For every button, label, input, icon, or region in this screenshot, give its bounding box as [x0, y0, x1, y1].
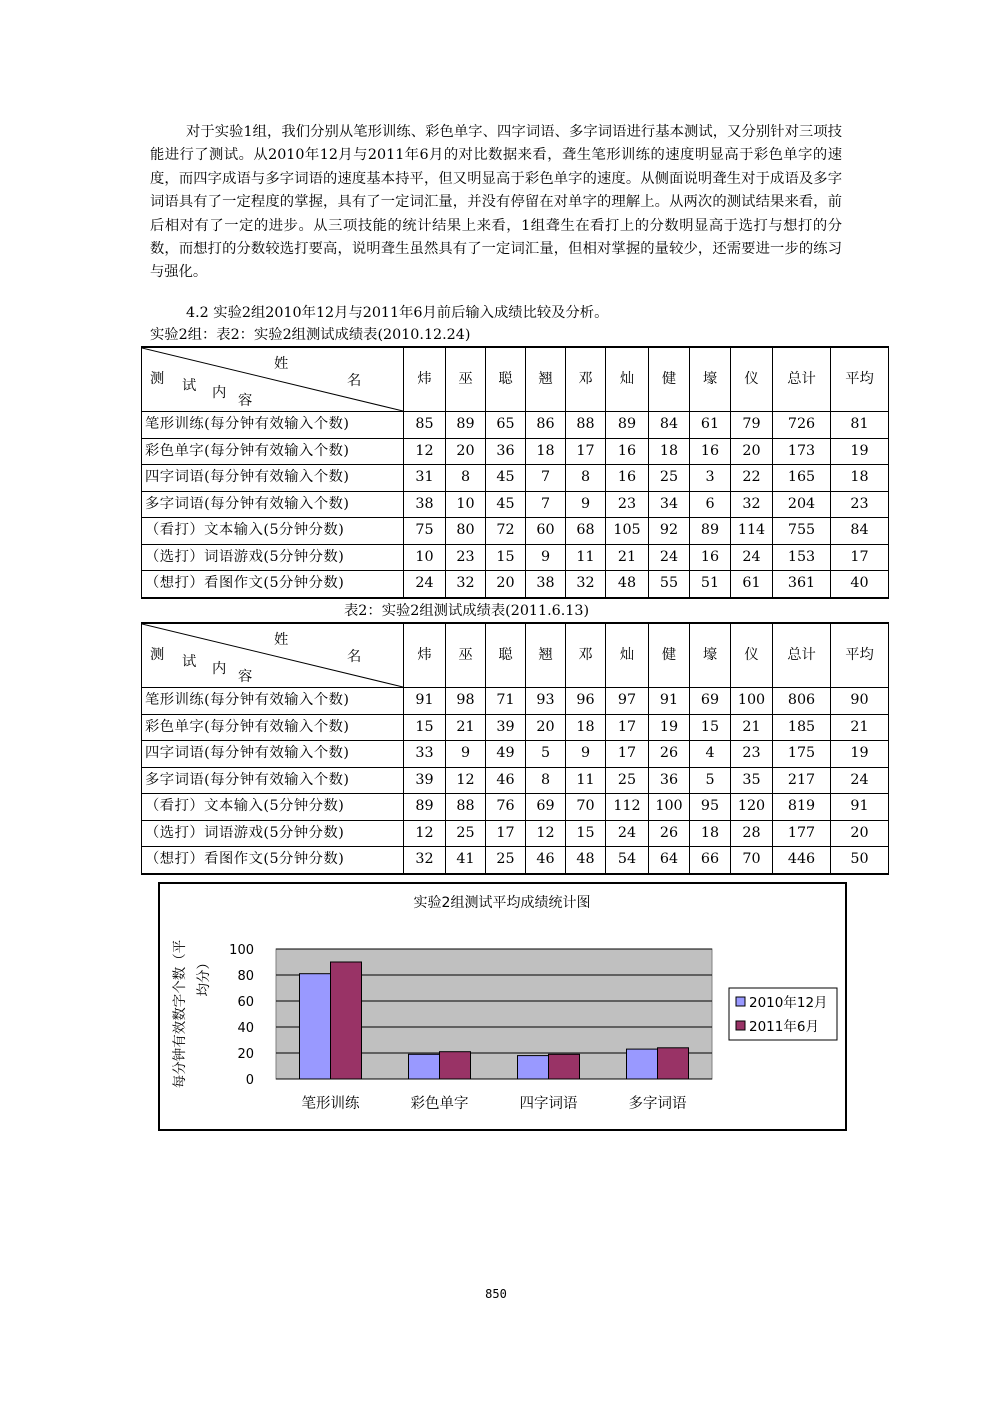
score-cell: 50 [831, 847, 889, 874]
table-row [142, 412, 889, 439]
score-cell: 38 [404, 491, 446, 518]
score-cell: 9 [446, 741, 486, 768]
legend-swatch [736, 997, 745, 1006]
bar [409, 1054, 440, 1079]
score-cell: 23 [606, 491, 649, 518]
section-heading: 4.2 实验2组2010年12月与2011年6月前后输入成绩比较及分析。 [186, 305, 609, 321]
table-row [142, 571, 889, 598]
score-cell: 93 [526, 688, 566, 715]
score-cell: 90 [831, 688, 889, 715]
score-cell: 16 [606, 438, 649, 465]
column-header: 翘 [526, 623, 566, 688]
score-cell: 819 [773, 794, 831, 821]
table1-caption: 实验2组：表2：实验2组测试成绩表(2010.12.24) [150, 327, 471, 343]
corner-label: 名 [347, 373, 362, 389]
score-cell: 46 [486, 767, 526, 794]
score-cell: 51 [690, 571, 731, 598]
score-cell: 18 [690, 820, 731, 847]
score-cell: 446 [773, 847, 831, 874]
score-cell: 12 [404, 438, 446, 465]
score-cell: 65 [486, 412, 526, 439]
score-cell: 60 [526, 518, 566, 545]
corner-label: 测 [150, 647, 165, 663]
score-cell: 10 [404, 544, 446, 571]
score-cell: 35 [731, 767, 773, 794]
score-cell: 25 [649, 465, 690, 492]
x-category-label: 多字词语 [628, 1096, 687, 1112]
score-cell: 20 [526, 714, 566, 741]
score-cell: 61 [731, 571, 773, 598]
average-score-chart [158, 882, 847, 1131]
score-cell: 69 [690, 688, 731, 715]
score-cell: 38 [526, 571, 566, 598]
table-row [142, 544, 889, 571]
score-cell: 25 [446, 820, 486, 847]
score-cell: 18 [831, 465, 889, 492]
score-cell: 89 [446, 412, 486, 439]
table-row [142, 438, 889, 465]
score-cell: 5 [690, 767, 731, 794]
row-label: 多字词语(每分钟有效输入个数) [142, 767, 404, 794]
row-label: （想打）看图作文(5分钟分数) [142, 571, 404, 598]
score-cell: 40 [831, 571, 889, 598]
score-cell: 96 [566, 688, 606, 715]
score-cell: 39 [486, 714, 526, 741]
score-cell: 120 [731, 794, 773, 821]
score-cell: 76 [486, 794, 526, 821]
score-cell: 177 [773, 820, 831, 847]
score-cell: 24 [731, 544, 773, 571]
column-header: 聪 [486, 347, 526, 412]
row-label: 彩色单字(每分钟有效输入个数) [142, 714, 404, 741]
score-cell: 49 [486, 741, 526, 768]
corner-label: 姓 [274, 356, 289, 372]
score-cell: 114 [731, 518, 773, 545]
column-header: 邓 [566, 623, 606, 688]
score-cell: 32 [566, 571, 606, 598]
score-cell: 55 [649, 571, 690, 598]
score-cell: 85 [404, 412, 446, 439]
table2-corner-cell [142, 623, 404, 688]
y-tick-label: 0 [245, 1073, 254, 1088]
score-cell: 185 [773, 714, 831, 741]
score-cell: 84 [649, 412, 690, 439]
table-row [142, 714, 889, 741]
score-cell: 10 [446, 491, 486, 518]
score-cell: 23 [731, 741, 773, 768]
table-row [142, 767, 889, 794]
score-cell: 15 [690, 714, 731, 741]
score-cell: 20 [446, 438, 486, 465]
table-row [142, 820, 889, 847]
score-cell: 32 [731, 491, 773, 518]
x-category-label: 四字词语 [519, 1096, 578, 1112]
score-cell: 36 [649, 767, 690, 794]
score-cell: 112 [606, 794, 649, 821]
chart-title: 实验2组测试平均成绩统计图 [413, 895, 591, 911]
y-tick-label: 100 [229, 943, 254, 958]
y-tick-label: 20 [237, 1047, 254, 1062]
table2-caption: 表2：实验2组测试成绩表(2011.6.13) [344, 603, 590, 619]
score-cell: 17 [606, 714, 649, 741]
score-cell: 24 [404, 571, 446, 598]
bar [331, 962, 362, 1079]
score-cell: 86 [526, 412, 566, 439]
row-label: 笔形训练(每分钟有效输入个数) [142, 412, 404, 439]
score-cell: 165 [773, 465, 831, 492]
score-cell: 32 [404, 847, 446, 874]
score-cell: 71 [486, 688, 526, 715]
score-cell: 91 [831, 794, 889, 821]
score-cell: 18 [566, 714, 606, 741]
page-number: 850 [485, 1287, 507, 1301]
bar [440, 1052, 471, 1079]
table-row [142, 518, 889, 545]
bar [627, 1049, 658, 1079]
corner-label: 姓 [274, 632, 289, 648]
corner-label: 测 [150, 371, 165, 387]
score-cell: 91 [649, 688, 690, 715]
column-header: 壕 [690, 347, 731, 412]
y-tick-label: 80 [237, 969, 254, 984]
bar [658, 1048, 689, 1079]
bar [518, 1056, 549, 1079]
score-cell: 16 [690, 438, 731, 465]
score-cell: 64 [649, 847, 690, 874]
score-cell: 61 [690, 412, 731, 439]
score-cell: 48 [566, 847, 606, 874]
score-cell: 81 [831, 412, 889, 439]
corner-label: 容 [238, 669, 253, 685]
corner-label: 试 [182, 378, 197, 394]
score-cell: 12 [526, 820, 566, 847]
column-header: 总计 [773, 347, 831, 412]
score-cell: 66 [690, 847, 731, 874]
corner-label: 内 [212, 385, 227, 401]
column-header: 巫 [446, 347, 486, 412]
score-cell: 36 [486, 438, 526, 465]
score-cell: 23 [831, 491, 889, 518]
row-label: （看打）文本输入(5分钟分数) [142, 794, 404, 821]
score-cell: 8 [566, 465, 606, 492]
score-cell: 92 [649, 518, 690, 545]
score-cell: 15 [404, 714, 446, 741]
column-header: 仪 [731, 347, 773, 412]
score-cell: 88 [566, 412, 606, 439]
score-cell: 39 [404, 767, 446, 794]
score-cell: 95 [690, 794, 731, 821]
score-cell: 70 [731, 847, 773, 874]
score-cell: 7 [526, 491, 566, 518]
column-header: 总计 [773, 623, 831, 688]
table1-header-row [142, 347, 889, 412]
score-cell: 21 [606, 544, 649, 571]
svg-text:均分）: 均分） [196, 956, 212, 997]
table-row [142, 794, 889, 821]
x-category-label: 彩色单字 [410, 1096, 469, 1112]
score-cell: 9 [566, 491, 606, 518]
legend-swatch [736, 1021, 745, 1030]
column-header: 炜 [404, 623, 446, 688]
score-cell: 726 [773, 412, 831, 439]
corner-label: 内 [212, 661, 227, 677]
score-cell: 11 [566, 767, 606, 794]
score-cell: 217 [773, 767, 831, 794]
score-cell: 23 [446, 544, 486, 571]
intro-paragraph: 对于实验1组，我们分别从笔形训练、彩色单字、四字词语、多字词语进行基本测试，又分别针对三项技能进行了测试。从2010年12月与2011年6月的对比数据来看，聋生笔形训练的速度明显高于彩色单字的速度，而四字成语与多字词语的速度基本持平，但又明显高于彩色单字的速度。从侧面说明聋生对于成语及多字词语具有了一定程度的掌握，具有了一定词汇量，并没有停留在对单字的理解上。从两次的测试结果来看，前后相对有了一定的进步。从三项技能的统计结果上来看，1组聋生在看打上的分数明显高于选打与想打的分数，而想打的分数较选打要高，说明聋生虽然具有了一定词汇量，但相对掌握的量较少，还需要进一步的练习与强化。 [150, 124, 842, 281]
score-cell: 24 [831, 767, 889, 794]
column-header: 健 [649, 347, 690, 412]
score-cell: 80 [446, 518, 486, 545]
table1-corner-cell [142, 347, 404, 412]
table-row [142, 741, 889, 768]
score-cell: 173 [773, 438, 831, 465]
score-cell: 72 [486, 518, 526, 545]
score-cell: 153 [773, 544, 831, 571]
row-label: 笔形训练(每分钟有效输入个数) [142, 688, 404, 715]
score-cell: 17 [606, 741, 649, 768]
column-header: 灿 [606, 623, 649, 688]
score-cell: 69 [526, 794, 566, 821]
score-cell: 17 [486, 820, 526, 847]
score-cell: 19 [831, 438, 889, 465]
score-cell: 97 [606, 688, 649, 715]
score-cell: 100 [649, 794, 690, 821]
row-label: 四字词语(每分钟有效输入个数) [142, 465, 404, 492]
score-cell: 9 [566, 741, 606, 768]
score-cell: 20 [831, 820, 889, 847]
score-cell: 15 [486, 544, 526, 571]
score-cell: 21 [831, 714, 889, 741]
score-cell: 21 [731, 714, 773, 741]
score-cell: 84 [831, 518, 889, 545]
score-cell: 105 [606, 518, 649, 545]
table-row [142, 465, 889, 492]
score-cell: 11 [566, 544, 606, 571]
table-row [142, 847, 889, 874]
score-cell: 100 [731, 688, 773, 715]
score-cell: 5 [526, 741, 566, 768]
score-cell: 20 [486, 571, 526, 598]
score-cell: 79 [731, 412, 773, 439]
y-tick-label: 60 [237, 995, 254, 1010]
row-label: （想打）看图作文(5分钟分数) [142, 847, 404, 874]
score-cell: 3 [690, 465, 731, 492]
score-cell: 22 [731, 465, 773, 492]
score-cell: 26 [649, 741, 690, 768]
score-cell: 32 [446, 571, 486, 598]
row-label: （看打）文本输入(5分钟分数) [142, 518, 404, 545]
svg-text:每分钟有效数字个数（平: 每分钟有效数字个数（平 [172, 939, 188, 1089]
score-cell: 98 [446, 688, 486, 715]
corner-label: 名 [347, 649, 362, 665]
score-cell: 31 [404, 465, 446, 492]
table2 [141, 622, 889, 875]
score-cell: 9 [526, 544, 566, 571]
score-cell: 12 [404, 820, 446, 847]
table1 [141, 346, 889, 599]
column-header: 翘 [526, 347, 566, 412]
score-cell: 175 [773, 741, 831, 768]
bar [300, 974, 331, 1079]
score-cell: 19 [649, 714, 690, 741]
score-cell: 28 [731, 820, 773, 847]
score-cell: 25 [606, 767, 649, 794]
column-header: 灿 [606, 347, 649, 412]
score-cell: 89 [404, 794, 446, 821]
score-cell: 18 [526, 438, 566, 465]
score-cell: 7 [526, 465, 566, 492]
score-cell: 91 [404, 688, 446, 715]
score-cell: 16 [690, 544, 731, 571]
x-category-label: 笔形训练 [301, 1096, 360, 1112]
score-cell: 48 [606, 571, 649, 598]
row-label: （选打）词语游戏(5分钟分数) [142, 820, 404, 847]
score-cell: 755 [773, 518, 831, 545]
score-cell: 4 [690, 741, 731, 768]
score-cell: 41 [446, 847, 486, 874]
legend-label: 2011年6月 [749, 1019, 819, 1035]
score-cell: 20 [731, 438, 773, 465]
score-cell: 21 [446, 714, 486, 741]
score-cell: 45 [486, 465, 526, 492]
score-cell: 25 [486, 847, 526, 874]
row-label: 彩色单字(每分钟有效输入个数) [142, 438, 404, 465]
score-cell: 16 [606, 465, 649, 492]
bar [549, 1054, 580, 1079]
score-cell: 361 [773, 571, 831, 598]
score-cell: 88 [446, 794, 486, 821]
score-cell: 24 [649, 544, 690, 571]
y-axis-label [171, 940, 212, 1089]
score-cell: 33 [404, 741, 446, 768]
chart-canvas [160, 884, 845, 1129]
row-label: （选打）词语游戏(5分钟分数) [142, 544, 404, 571]
table-row [142, 688, 889, 715]
legend-label: 2010年12月 [749, 995, 828, 1011]
column-header: 仪 [731, 623, 773, 688]
score-cell: 204 [773, 491, 831, 518]
score-cell: 8 [526, 767, 566, 794]
column-header: 平均 [831, 623, 889, 688]
score-cell: 6 [690, 491, 731, 518]
table2-header-row [142, 623, 889, 688]
row-label: 四字词语(每分钟有效输入个数) [142, 741, 404, 768]
score-cell: 17 [831, 544, 889, 571]
score-cell: 12 [446, 767, 486, 794]
column-header: 巫 [446, 623, 486, 688]
score-cell: 24 [606, 820, 649, 847]
score-cell: 54 [606, 847, 649, 874]
y-tick-label: 40 [237, 1021, 254, 1036]
column-header: 平均 [831, 347, 889, 412]
score-cell: 68 [566, 518, 606, 545]
score-cell: 17 [566, 438, 606, 465]
score-cell: 45 [486, 491, 526, 518]
score-cell: 89 [606, 412, 649, 439]
score-cell: 26 [649, 820, 690, 847]
table-row [142, 491, 889, 518]
score-cell: 15 [566, 820, 606, 847]
score-cell: 46 [526, 847, 566, 874]
score-cell: 89 [690, 518, 731, 545]
column-header: 壕 [690, 623, 731, 688]
score-cell: 8 [446, 465, 486, 492]
score-cell: 70 [566, 794, 606, 821]
column-header: 健 [649, 623, 690, 688]
score-cell: 806 [773, 688, 831, 715]
column-header: 聪 [486, 623, 526, 688]
column-header: 炜 [404, 347, 446, 412]
score-cell: 34 [649, 491, 690, 518]
row-label: 多字词语(每分钟有效输入个数) [142, 491, 404, 518]
score-cell: 18 [649, 438, 690, 465]
corner-label: 试 [182, 654, 197, 670]
column-header: 邓 [566, 347, 606, 412]
corner-label: 容 [238, 393, 253, 409]
score-cell: 75 [404, 518, 446, 545]
score-cell: 19 [831, 741, 889, 768]
